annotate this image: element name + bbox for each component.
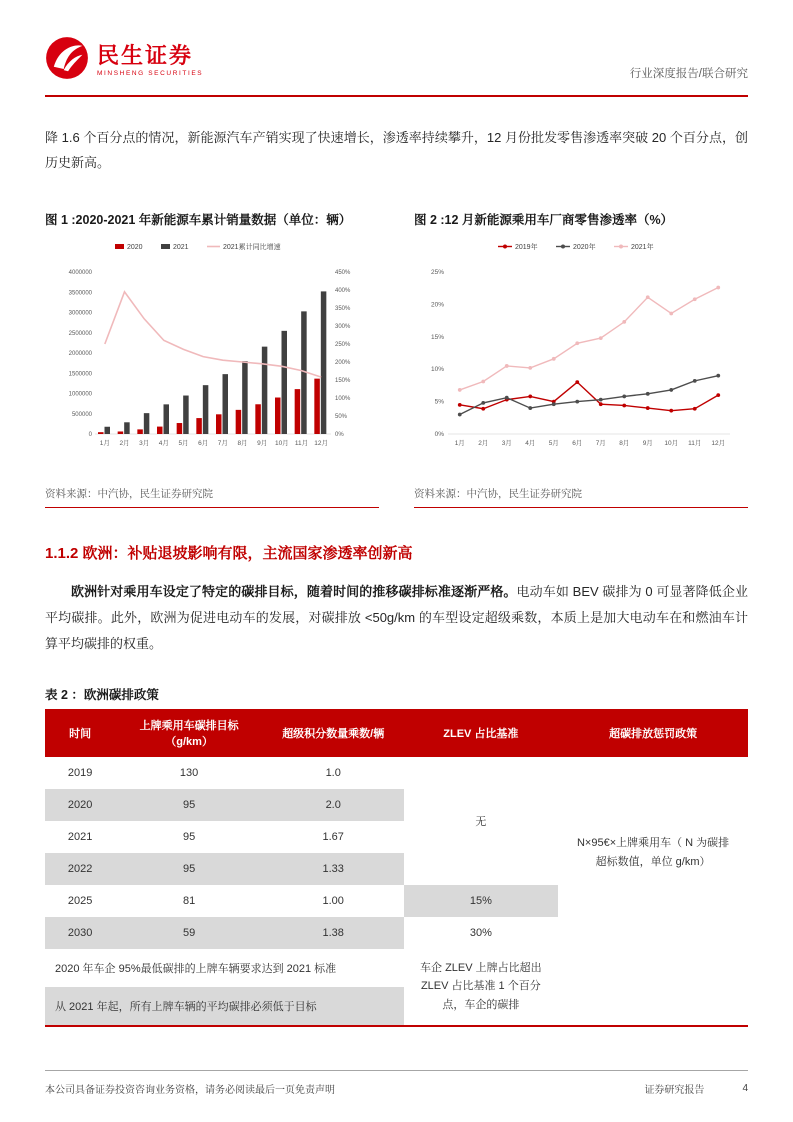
- svg-text:11月: 11月: [688, 439, 702, 447]
- table-cell: 2022: [45, 853, 115, 885]
- svg-text:0%: 0%: [335, 431, 344, 438]
- svg-text:4000000: 4000000: [68, 269, 92, 276]
- table-cell: 59: [115, 917, 263, 949]
- page-number: 4: [742, 1083, 748, 1094]
- table-cell: 81: [182, 894, 196, 907]
- svg-text:1000000: 1000000: [68, 391, 92, 398]
- svg-text:10月: 10月: [664, 439, 679, 447]
- page-header: [45, 0, 748, 97]
- table-header-cell: 上牌乘用车碳排目标（g/km）: [115, 709, 263, 757]
- svg-text:2021: 2021: [173, 243, 189, 251]
- report-type-label: 行业深度报告/联合研究: [629, 68, 748, 80]
- table-cell-penalty: N×95€×上牌乘用车（ N 为碳排超标数值，单位 g/km）: [576, 837, 730, 868]
- svg-text:2021年: 2021年: [631, 243, 654, 251]
- svg-text:6月: 6月: [198, 439, 209, 447]
- svg-text:6月: 6月: [572, 439, 583, 447]
- svg-text:7月: 7月: [217, 439, 228, 447]
- table-note-1: 2020 年车企 95%最低碳排的上牌车辆要求达到 2021 标准: [55, 962, 337, 975]
- table-cell: 2020: [45, 789, 115, 821]
- svg-text:2021累计同比增速: 2021累计同比增速: [223, 243, 281, 251]
- svg-text:0%: 0%: [434, 430, 444, 438]
- footer-disclaimer: 本公司具备证券投资咨询业务资格，请务必阅读最后一页免责声明: [45, 1085, 335, 1096]
- svg-text:2019年: 2019年: [515, 243, 538, 251]
- svg-text:3月: 3月: [501, 439, 512, 447]
- figure-2-chart: [414, 234, 748, 474]
- svg-text:20%: 20%: [430, 301, 444, 309]
- brand-name-en: MINSHENG SECURITIES: [97, 70, 204, 78]
- figure-1-source: 资料来源：中汽协，民生证券研究院: [45, 479, 379, 508]
- table-cell: 130: [179, 766, 199, 779]
- svg-text:5%: 5%: [434, 398, 444, 406]
- table-cell: 95: [182, 830, 196, 843]
- svg-text:5月: 5月: [548, 439, 559, 447]
- svg-text:4月: 4月: [158, 439, 169, 447]
- svg-text:12月: 12月: [314, 439, 329, 447]
- brand: [45, 36, 203, 85]
- minsheng-logo-icon: [45, 36, 89, 85]
- svg-text:25%: 25%: [430, 268, 444, 276]
- table-cell: 1.38: [263, 917, 404, 949]
- table-cell: 1.33: [263, 853, 404, 885]
- table-cell-empty: [558, 949, 748, 1026]
- svg-text:8月: 8月: [237, 439, 248, 447]
- svg-text:10%: 10%: [430, 365, 444, 373]
- table-cell-zlev-none: 无: [475, 815, 487, 828]
- table-row: [45, 757, 748, 789]
- svg-text:15%: 15%: [430, 333, 444, 341]
- figure-1: [45, 210, 379, 508]
- svg-text:3000000: 3000000: [68, 310, 92, 317]
- table-cell: 2019: [67, 766, 93, 779]
- figure-1-chart: [45, 234, 379, 474]
- svg-text:2月: 2月: [119, 439, 130, 447]
- svg-text:9月: 9月: [642, 439, 653, 447]
- svg-text:50%: 50%: [335, 413, 348, 420]
- svg-text:150%: 150%: [335, 377, 351, 384]
- table-cell: 95: [115, 789, 263, 821]
- figure-1-title: 图 1 :2020-2021 年新能源车累计销量数据（单位：辆）: [45, 212, 352, 227]
- table-cell: 2030: [45, 917, 115, 949]
- table-cell: 95: [115, 853, 263, 885]
- svg-text:200%: 200%: [335, 359, 351, 366]
- svg-text:7月: 7月: [595, 439, 606, 447]
- table-note-2: 从 2021 年起，所有上牌车辆的平均碳排必须低于目标: [45, 987, 404, 1026]
- svg-text:8月: 8月: [619, 439, 630, 447]
- section-heading: 1.1.2 欧洲：补贴退坡影响有限，主流国家渗透率创新高: [45, 544, 413, 562]
- figure-2-source: 资料来源：中汽协，民生证券研究院: [414, 479, 748, 508]
- table-cell: 2021: [67, 830, 93, 843]
- svg-text:2020年: 2020年: [573, 243, 596, 251]
- table-header-cell: 超碳排放惩罚政策: [558, 709, 748, 757]
- brand-name-cn: 民生证券: [97, 42, 194, 68]
- figure-2: [414, 210, 748, 508]
- europe-carbon-policy-table: [45, 709, 748, 1027]
- svg-text:350%: 350%: [335, 305, 351, 312]
- footer-report-type: 证券研究报告: [644, 1085, 705, 1096]
- table-cell: 1.00: [322, 894, 344, 907]
- figures-row: [45, 210, 748, 508]
- svg-text:3月: 3月: [139, 439, 150, 447]
- brand-text: [97, 44, 203, 77]
- page-footer: [45, 1070, 748, 1122]
- svg-text:100%: 100%: [335, 395, 351, 402]
- svg-text:3500000: 3500000: [68, 289, 92, 296]
- table-cell: 1.0: [325, 766, 341, 779]
- svg-text:9月: 9月: [257, 439, 268, 447]
- table-cell: 2.0: [263, 789, 404, 821]
- svg-text:10月: 10月: [274, 439, 289, 447]
- svg-text:1月: 1月: [454, 439, 465, 447]
- svg-text:12月: 12月: [711, 439, 726, 447]
- table-row: [45, 949, 748, 987]
- svg-text:2月: 2月: [478, 439, 489, 447]
- figure-2-title: 图 2 :12 月新能源乘用车厂商零售渗透率（%）: [414, 212, 674, 227]
- svg-text:2000000: 2000000: [68, 350, 92, 357]
- svg-text:450%: 450%: [335, 269, 351, 276]
- table-cell-zlev-note: 车企 ZLEV 上牌占比超出 ZLEV 占比基准 1 个百分点，车企的碳排: [420, 961, 542, 1012]
- svg-text:5月: 5月: [178, 439, 189, 447]
- section-paragraph-bold: 欧洲针对乘用车设定了特定的碳排目标，随着时间的推移碳排标准逐渐严格。: [71, 583, 517, 599]
- table-header-cell: 超级积分数量乘数/辆: [263, 709, 404, 757]
- svg-text:2500000: 2500000: [68, 330, 92, 337]
- table-header-row: [45, 709, 748, 757]
- svg-text:400%: 400%: [335, 287, 351, 294]
- svg-text:0: 0: [88, 431, 92, 438]
- svg-text:1500000: 1500000: [68, 370, 92, 377]
- svg-text:11月: 11月: [294, 439, 309, 447]
- table-header-cell: 时间: [45, 709, 115, 757]
- svg-text:4月: 4月: [525, 439, 536, 447]
- table-2-title: 表 2 ：欧洲碳排政策: [45, 687, 159, 702]
- table-cell: 30%: [469, 926, 492, 939]
- intro-paragraph: 降 1.6 个百分点的情况，新能源汽车产销实现了快速增长，渗透率持续攀升，12 月份批发零售渗透率突破 20 个百分点，创历史新高。: [45, 130, 748, 171]
- svg-text:500000: 500000: [71, 411, 92, 418]
- table-cell: 2025: [67, 894, 93, 907]
- table-header-cell: ZLEV 占比基准: [404, 709, 559, 757]
- section-paragraph-rest: 电动车如 BEV 碳排为 0 可显著降低企业平均碳排。此外，欧洲为促进电动车的发展，对碳排放 <50g/km 的车型设定超级乘数，本质上是加大电动车在和燃油车计算平均碳排的权重。: [45, 583, 748, 651]
- svg-text:2020: 2020: [127, 243, 143, 251]
- svg-text:1月: 1月: [99, 439, 110, 447]
- section-paragraph: [45, 579, 748, 657]
- table-cell: 15%: [404, 885, 559, 917]
- svg-text:250%: 250%: [335, 341, 351, 348]
- table-cell: 1.67: [322, 830, 344, 843]
- svg-text:300%: 300%: [335, 323, 351, 330]
